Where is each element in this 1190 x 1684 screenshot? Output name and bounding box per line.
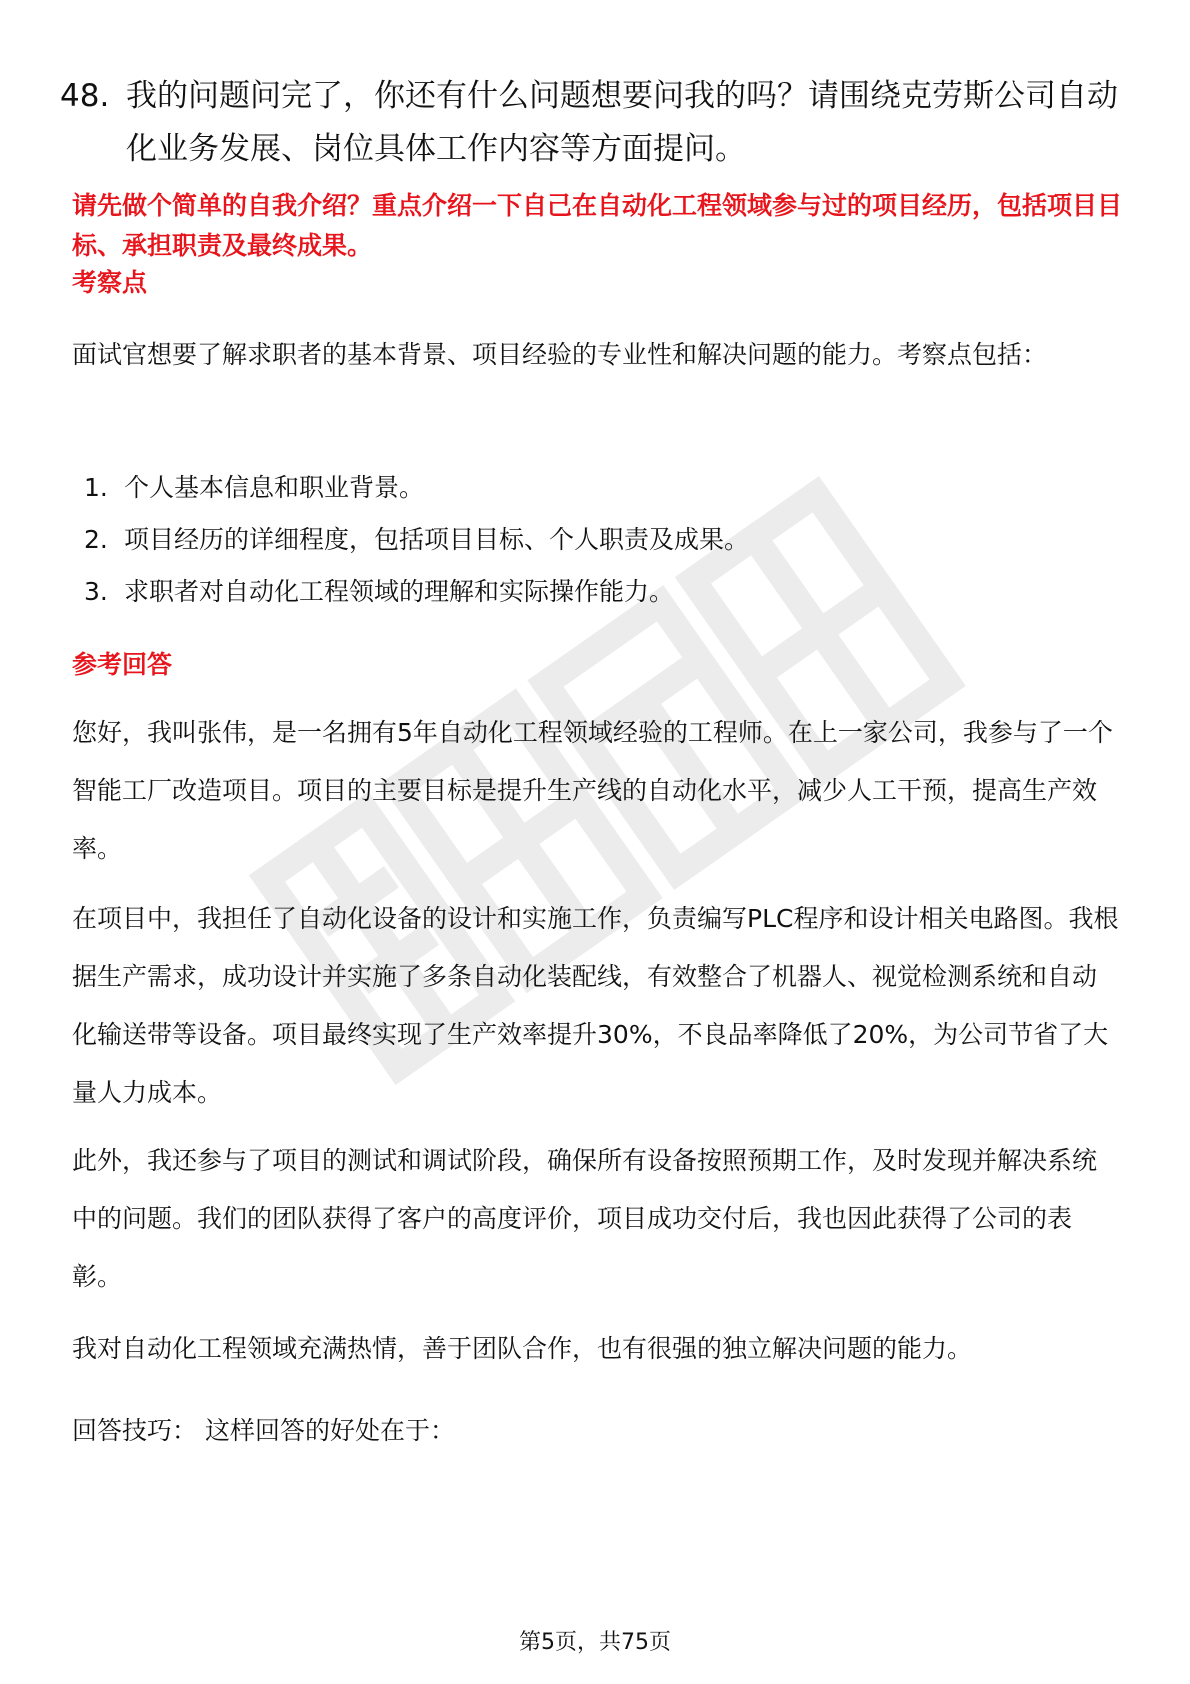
answer-paragraph: 您好，我叫张伟，是一名拥有5年自动化工程领域经验的工程师。在上一家公司，我参与了一个智能工厂改造项目。项目的主要目标是提升生产线的自动化水平，减少人工干预，提高生产效率。 [72,718,1113,863]
question-heading [60,70,1130,176]
focus-list-item [84,472,424,504]
answer-paragraph: 我对自动化工程领域充满热情，善于团队合作，也有很强的独立解决问题的能力。 [72,1334,973,1363]
list-index: 2. [84,525,108,554]
focus-section-title: 考察点 [72,268,148,297]
list-index: 3. [84,577,108,606]
answer-tips: 回答技巧： 这样回答的好处在于： [72,1416,455,1445]
focus-list-item [84,576,674,608]
list-text: 项目经历的详细程度，包括项目目标、个人职责及成果。 [124,525,750,554]
question-number: 48. [60,78,110,114]
interview-question: 请先做个简单的自我介绍？重点介绍一下自己在自动化工程领域参与过的项目经历，包括项目目标、承担职责及最终成果。 [72,191,1123,260]
list-text: 求职者对自动化工程领域的理解和实际操作能力。 [124,577,675,606]
list-index: 1. [84,473,108,502]
focus-list-item [84,524,749,556]
question-text: 我的问题问完了，你还有什么问题想要问我的吗？请围绕克劳斯公司自动化业务发展、岗位具体工作内容等方面提问。 [126,78,1118,167]
page-footer: 第5页，共75页 [519,1630,671,1655]
list-text: 个人基本信息和职业背景。 [124,473,425,502]
answer-paragraph: 此外，我还参与了项目的测试和调试阶段，确保所有设备按照预期工作，及时发现并解决系统中的问题。我们的团队获得了客户的高度评价，项目成功交付后，我也因此获得了公司的表彰。 [72,1146,1098,1291]
focus-intro: 面试官想要了解求职者的基本背景、项目经验的专业性和解决问题的能力。考察点包括： [72,340,1048,369]
answer-section-title: 参考回答 [72,650,173,679]
answer-paragraph: 在项目中，我担任了自动化设备的设计和实施工作，负责编写PLC程序和设计相关电路图。我根据生产需求，成功设计并实施了多条自动化装配线，有效整合了机器人、视觉检测系统和自动化输送带等设备。项目最终实现了生产效率提升30%，不良品率降低了20%，为公司节省了大量人力成本。 [72,904,1119,1107]
